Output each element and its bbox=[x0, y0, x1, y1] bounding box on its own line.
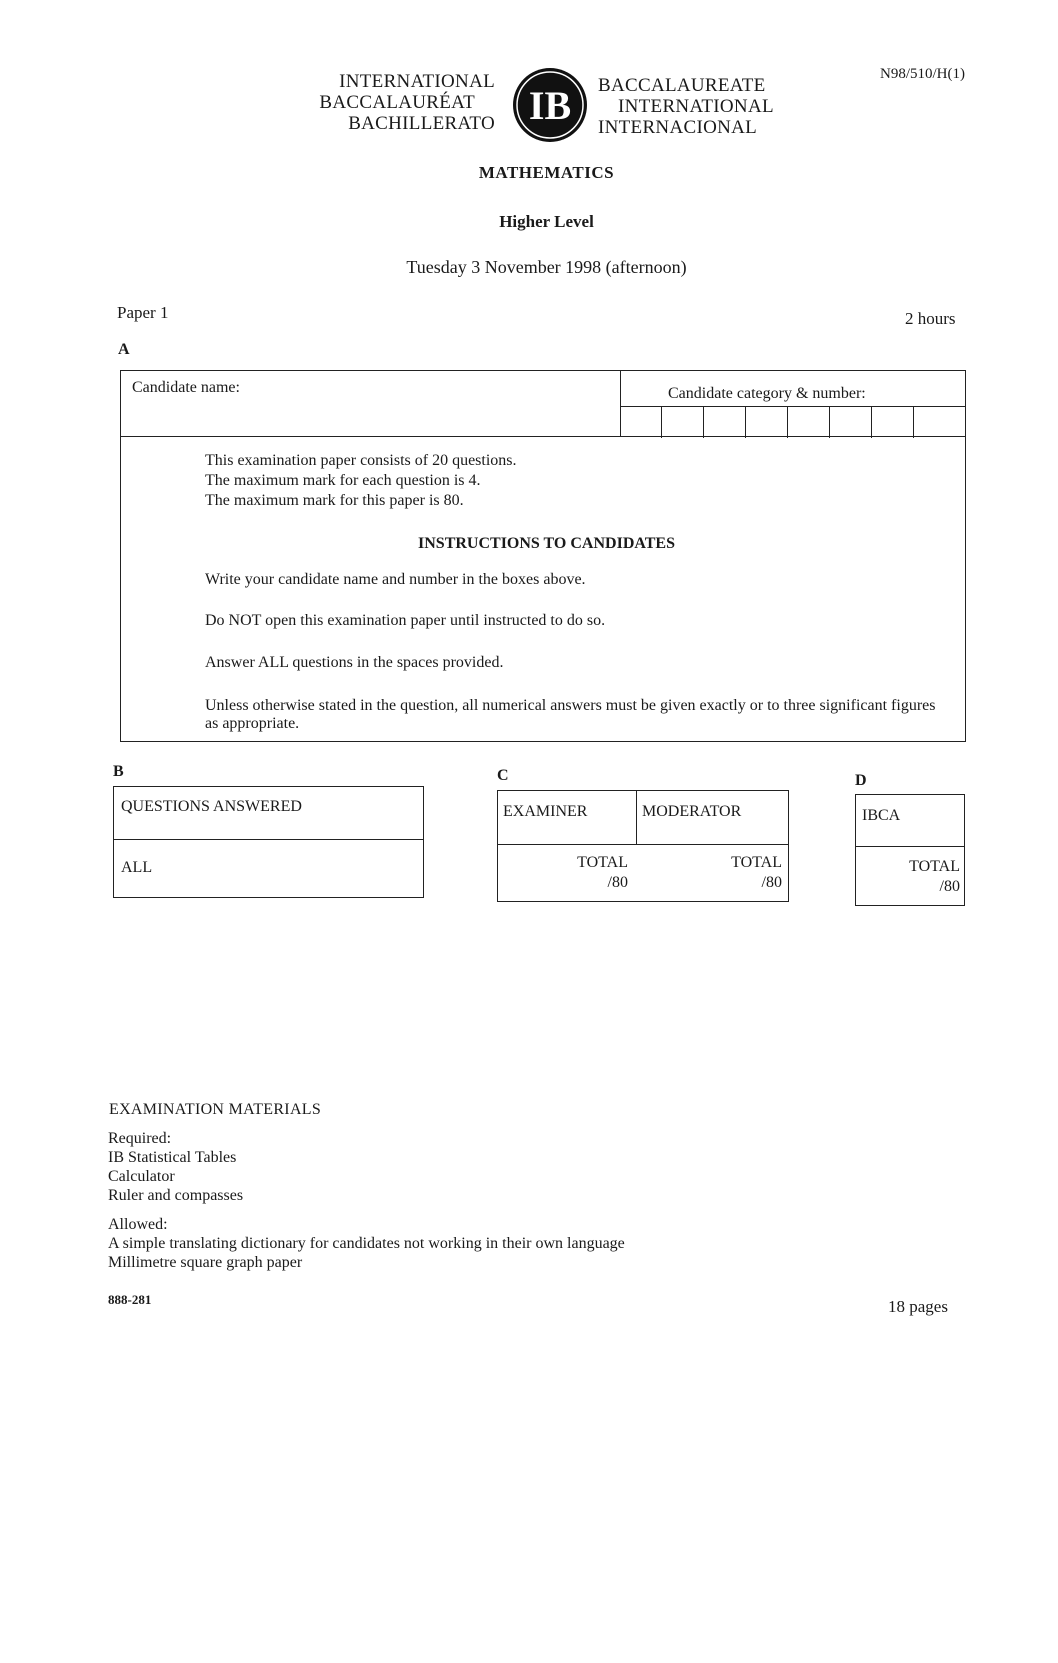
total-max: /80 bbox=[939, 878, 960, 895]
questions-answered-label: QUESTIONS ANSWERED bbox=[121, 798, 302, 815]
examiner-total bbox=[540, 853, 628, 893]
questions-answered-value: ALL bbox=[121, 859, 153, 876]
questions-answered-divider bbox=[113, 839, 424, 840]
materials-heading: EXAMINATION MATERIALS bbox=[109, 1101, 322, 1118]
candidate-name-label: Candidate name: bbox=[132, 379, 240, 396]
org-right-line: BACCALAUREATE bbox=[598, 75, 766, 96]
ibca-total bbox=[872, 857, 960, 897]
document-code: N98/510/H(1) bbox=[880, 66, 965, 82]
org-right-line: INTERNATIONAL bbox=[618, 96, 774, 117]
section-a-label: A bbox=[118, 341, 130, 358]
examiner-box-separator bbox=[636, 790, 637, 844]
required-label: Required: bbox=[108, 1130, 172, 1147]
paper-code: 888-281 bbox=[108, 1292, 152, 1307]
org-right-line: INTERNACIONAL bbox=[598, 117, 758, 138]
ibca-label: IBCA bbox=[862, 807, 901, 824]
total-label: TOTAL bbox=[731, 854, 782, 871]
ib-logo-icon bbox=[510, 65, 590, 145]
paper-info-line: This examination paper consists of 20 questions. bbox=[205, 452, 517, 469]
level-title: Higher Level bbox=[499, 212, 594, 231]
allowed-label: Allowed: bbox=[108, 1216, 168, 1233]
total-label: TOTAL bbox=[909, 858, 960, 875]
required-item: Ruler and compasses bbox=[108, 1187, 244, 1204]
org-left-line: BACCALAURÉAT bbox=[319, 92, 475, 113]
instructions-heading: INSTRUCTIONS TO CANDIDATES bbox=[418, 535, 675, 552]
required-item: IB Statistical Tables bbox=[108, 1149, 237, 1166]
org-name-right bbox=[598, 75, 818, 138]
candidate-number-digit-box[interactable] bbox=[788, 407, 830, 438]
allowed-item: Millimetre square graph paper bbox=[108, 1254, 303, 1271]
paper-info bbox=[205, 451, 517, 511]
paper-label: Paper 1 bbox=[117, 303, 169, 322]
paper-info-line: The maximum mark for each question is 4. bbox=[205, 472, 481, 489]
candidate-category-label: Candidate category & number: bbox=[668, 385, 866, 402]
allowed-item: A simple translating dictionary for candidates not working in their own language bbox=[108, 1235, 625, 1252]
required-materials bbox=[108, 1129, 243, 1205]
paper-info-line: The maximum mark for this paper is 80. bbox=[205, 492, 464, 509]
candidate-number-digit-box[interactable] bbox=[914, 407, 956, 438]
candidate-number-digit-box[interactable] bbox=[662, 407, 704, 438]
candidate-number-digit-box[interactable] bbox=[704, 407, 746, 438]
candidate-number-digit-box[interactable] bbox=[872, 407, 914, 438]
total-max: /80 bbox=[761, 874, 782, 891]
org-name-left bbox=[300, 71, 495, 134]
section-d-label: D bbox=[855, 772, 867, 789]
moderator-total bbox=[690, 853, 782, 893]
section-c-label: C bbox=[497, 767, 509, 784]
candidate-number-digit-box[interactable] bbox=[830, 407, 872, 438]
instruction-item: Write your candidate name and number in the boxes above. bbox=[205, 571, 586, 588]
subject-title: MATHEMATICS bbox=[478, 163, 615, 182]
ibca-box-divider bbox=[855, 846, 965, 847]
exam-duration: 2 hours bbox=[905, 309, 956, 328]
logo-text: IB bbox=[528, 83, 572, 128]
exam-date: Tuesday 3 November 1998 (afternoon) bbox=[406, 257, 687, 277]
allowed-materials bbox=[108, 1215, 625, 1272]
page-count: 18 pages bbox=[888, 1297, 948, 1316]
candidate-number-boxes bbox=[620, 406, 966, 437]
examiner-box-divider bbox=[497, 844, 789, 845]
candidate-number-digit-box[interactable] bbox=[620, 407, 662, 438]
org-left-line: BACHILLERATO bbox=[348, 113, 495, 134]
instruction-item: Unless otherwise stated in the question, all numerical answers must be given exactly or to three significant figures as appropriate. bbox=[205, 697, 936, 732]
examiner-label: EXAMINER bbox=[503, 803, 588, 820]
required-item: Calculator bbox=[108, 1168, 175, 1185]
section-b-label: B bbox=[113, 763, 124, 780]
total-max: /80 bbox=[607, 874, 628, 891]
instruction-item: Do NOT open this examination paper until instructed to do so. bbox=[205, 612, 606, 629]
total-label: TOTAL bbox=[577, 854, 628, 871]
instruction-item: Answer ALL questions in the spaces provided. bbox=[205, 654, 504, 671]
moderator-label: MODERATOR bbox=[642, 803, 742, 820]
candidate-number-digit-box[interactable] bbox=[746, 407, 788, 438]
org-left-line: INTERNATIONAL bbox=[339, 71, 495, 92]
